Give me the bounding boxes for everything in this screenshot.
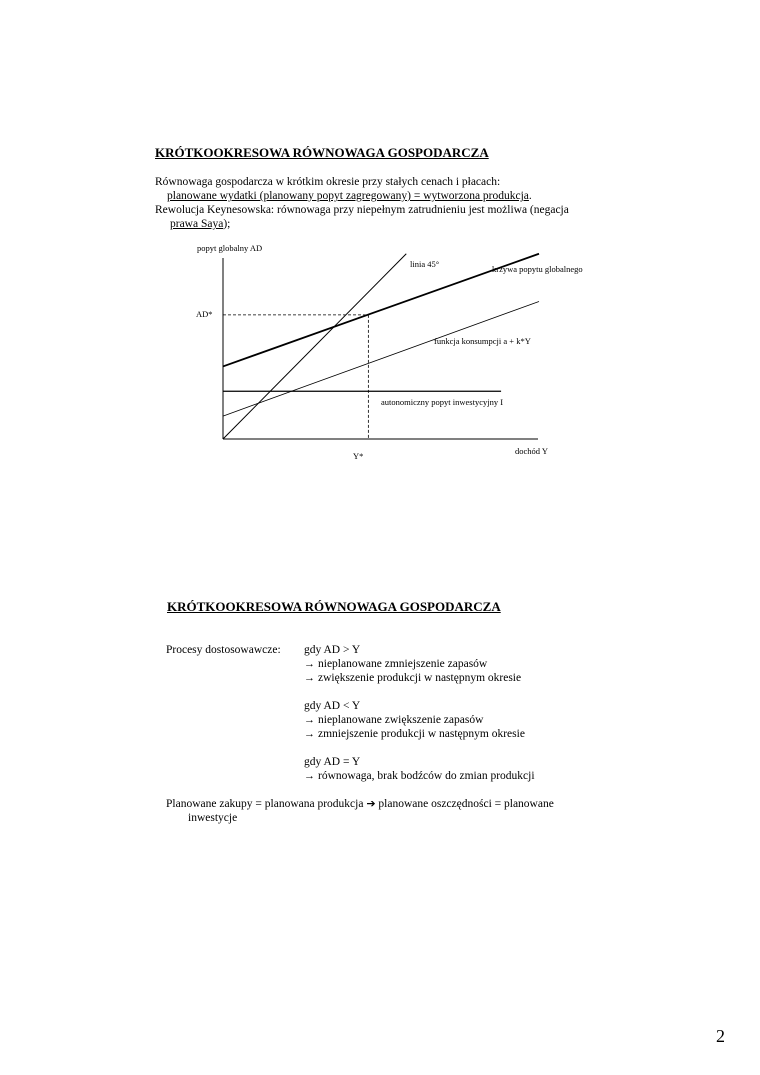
summary-line-1: Planowane zakupy = planowana produkcja ➔ planowane oszczędności = planowane bbox=[166, 797, 554, 810]
case-1-effect-1: → nieplanowane zmniejszenie zapasów bbox=[304, 658, 488, 670]
ad-star-label: AD* bbox=[196, 309, 213, 319]
case-1-effect-2: → zwiększenie produkcji w następnym okresie bbox=[304, 672, 522, 684]
paragraph-line-1: Równowaga gospodarcza w krótkim okresie przy stałych cenach i płacach: bbox=[155, 176, 501, 188]
y-star-label: Y* bbox=[353, 451, 364, 461]
says-law-link[interactable]: prawa Saya bbox=[170, 218, 224, 230]
period: . bbox=[528, 190, 532, 202]
case-2-effect-2: → zmniejszenie produkcji w następnym okresie bbox=[304, 728, 525, 740]
arrow-right-icon: → bbox=[304, 672, 315, 684]
section1-title: KRÓTKOOKRESOWA RÓWNOWAGA GOSPODARCZA bbox=[155, 145, 489, 160]
line-45-degree bbox=[223, 254, 406, 439]
section2-title: KRÓTKOOKRESOWA RÓWNOWAGA GOSPODARCZA bbox=[167, 599, 501, 614]
closing-paren: ); bbox=[223, 218, 231, 230]
bold-arrow-icon: ➔ bbox=[366, 797, 376, 810]
case-3-condition: gdy AD = Y bbox=[304, 756, 361, 768]
page-number: 2 bbox=[716, 1026, 725, 1046]
y-axis-label: popyt globalny AD bbox=[197, 243, 263, 253]
label-consumption-function: funkcja konsumpcji a + k*Y bbox=[434, 336, 531, 346]
summary-line-2: inwestycje bbox=[188, 812, 238, 824]
case-3-effect-1: → równowaga, brak bodźców do zmian produkcji bbox=[304, 770, 535, 782]
arrow-right-icon: → bbox=[304, 770, 315, 782]
case-2-condition: gdy AD < Y bbox=[304, 700, 361, 712]
adjustment-label: Procesy dostosowawcze: bbox=[166, 644, 281, 656]
keynesian-cross-chart bbox=[0, 0, 760, 480]
label-45-line: linia 45° bbox=[410, 259, 440, 269]
case-2-effect-1: → nieplanowane zwiększenie zapasów bbox=[304, 714, 484, 726]
x-axis-label: dochód Y bbox=[515, 446, 548, 456]
arrow-right-icon: → bbox=[304, 728, 315, 740]
definition-underlined: planowane wydatki (planowany popyt zagregowany) = wytworzona produkcja bbox=[167, 190, 529, 202]
arrow-right-icon: → bbox=[304, 658, 315, 670]
label-aggregate-demand: krzywa popytu globalnego bbox=[492, 264, 583, 274]
paragraph-line-3: Rewolucja Keynesowska: równowaga przy niepełnym zatrudnieniu jest możliwa (negacja bbox=[155, 204, 569, 216]
label-investment: autonomiczny popyt inwestycyjny I bbox=[381, 397, 504, 407]
arrow-right-icon: → bbox=[304, 714, 315, 726]
case-1-condition: gdy AD > Y bbox=[304, 644, 361, 656]
